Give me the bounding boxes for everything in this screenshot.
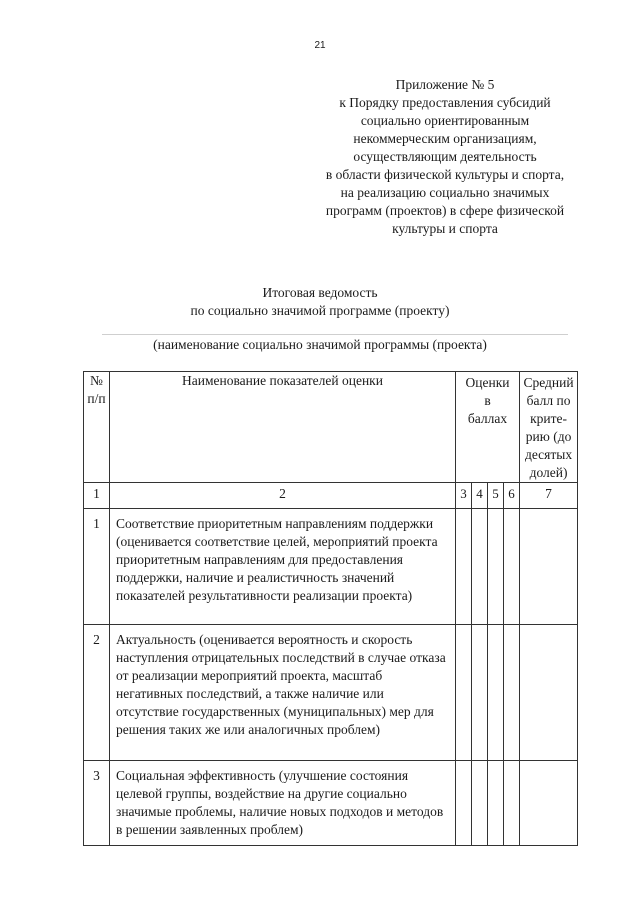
table-row <box>84 761 578 846</box>
score-cell <box>472 761 488 846</box>
score-cell <box>472 509 488 625</box>
score-cell <box>488 625 504 761</box>
column-number: 7 <box>520 483 578 509</box>
row-number: 1 <box>84 509 110 625</box>
appendix-line: социально ориентированным <box>360 113 530 128</box>
title-line-1: Итоговая ведомость <box>262 285 378 300</box>
header-num-line: № <box>90 373 103 388</box>
row-number: 2 <box>84 625 110 761</box>
score-cell <box>488 509 504 625</box>
table-row <box>84 509 578 625</box>
appendix-line: программ (проектов) в сфере физической <box>325 203 565 218</box>
table-header-row <box>84 372 578 483</box>
score-cell <box>456 625 472 761</box>
score-cell <box>504 761 520 846</box>
header-average-line: десятых <box>524 447 573 462</box>
criterion-text: Социальная эффективность (улучшение состояния целевой группы, воздействие на другие социально значимые проблемы, наличие новых подходов и методов в решении заявленных проблем) <box>110 761 456 846</box>
header-average-line: балл по <box>526 393 571 408</box>
column-number: 5 <box>488 483 504 509</box>
average-cell <box>520 761 578 846</box>
column-number: 1 <box>84 483 110 509</box>
header-average-line: долей) <box>529 465 568 480</box>
row-number: 3 <box>84 761 110 846</box>
criterion-text: Соответствие приоритетным направлениям поддержки (оценивается соответствие целей, мероприятий проекта приоритетным направлениям для предоставления поддержки, наличие и реалистичность значений показателей результативности реализации проекта) <box>110 509 456 625</box>
document-title <box>0 284 640 320</box>
header-scores-line: Оценки <box>465 375 510 390</box>
header-scores <box>456 372 520 483</box>
header-average-line: рию (до <box>525 429 572 444</box>
score-cell <box>456 509 472 625</box>
appendix-line: в области физической культуры и спорта, <box>325 167 565 182</box>
header-scores-line: в <box>484 393 491 408</box>
header-num <box>84 372 110 483</box>
page-number: 21 <box>314 40 326 51</box>
column-numbers-row <box>84 483 578 509</box>
column-number: 3 <box>456 483 472 509</box>
score-cell <box>488 761 504 846</box>
appendix-line: культуры и спорта <box>392 221 498 236</box>
appendix-line: Приложение № 5 <box>395 77 495 92</box>
program-name-caption: (наименование социально значимой программы (проекта) <box>153 337 487 352</box>
program-name-blank-line <box>102 334 568 335</box>
header-average <box>520 372 578 483</box>
appendix-line: к Порядку предоставления субсидий <box>339 95 551 110</box>
header-num-line: п/п <box>87 391 106 406</box>
column-number: 2 <box>110 483 456 509</box>
average-cell <box>520 625 578 761</box>
average-cell <box>520 509 578 625</box>
score-cell <box>504 509 520 625</box>
score-cell <box>472 625 488 761</box>
evaluation-table <box>83 371 578 846</box>
column-number: 6 <box>504 483 520 509</box>
table-row <box>84 625 578 761</box>
column-number: 4 <box>472 483 488 509</box>
header-scores-line: баллах <box>467 411 508 426</box>
criterion-text: Актуальность (оценивается вероятность и скорость наступления отрицательных последствий в случае отказа от реализации мероприятий проекта, масштаб негативных последствий, а также наличие или отсутствие государственных (муниципальных) мер для решения таких же или аналогичных проблем) <box>110 625 456 761</box>
appendix-heading <box>300 76 590 238</box>
header-name: Наименование показателей оценки <box>110 372 456 483</box>
title-line-2: по социально значимой программе (проекту) <box>190 303 450 318</box>
appendix-line: осуществляющим деятельность <box>353 149 537 164</box>
score-cell <box>504 625 520 761</box>
appendix-line: на реализацию социально значимых <box>340 185 550 200</box>
header-average-line: крите- <box>530 411 567 426</box>
appendix-line: некоммерческим организациям, <box>353 131 537 146</box>
score-cell <box>456 761 472 846</box>
header-average-line: Средний <box>523 375 574 390</box>
